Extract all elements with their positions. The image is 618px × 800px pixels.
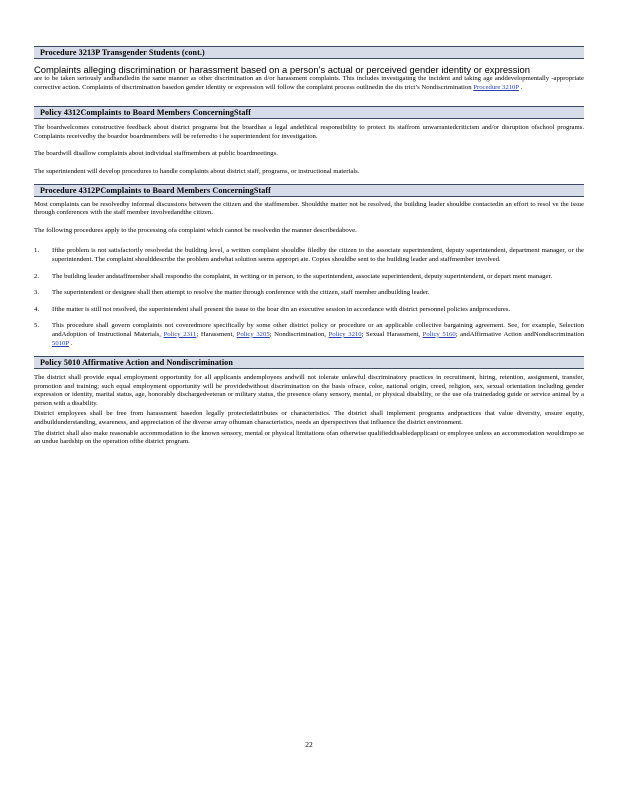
section-header: Procedure 3213P Transgender Students (cont.) xyxy=(34,46,584,59)
list-item: 3. The superintendent or designee shall then attempt to resolve the matter through conference with the citizen, staff member andbuilding leader. xyxy=(34,289,430,297)
list-item: 1. Ifthe problem is not satisfactorily resolvedat the building level, a written complaint shouldbe filedby the citizen to the associate superintendent, deputy superintendent, department manager, or the superintendent. The complaint shoulddescribe the problem andwhat solution seems appropri ate. Copies shouldbe sent to the building leader and staffmember involved. xyxy=(34,247,584,263)
section-header: Policy 5010 Affirmative Action and Nondiscrimination xyxy=(34,356,584,369)
paragraph: The boardwelcomes constructive feedback about district programs but the boardhas a legal andethical responsibility to protect its staffrom unwarrantedcriticism and/or disruption ofschool programs. Complaints receivedby the boardor boardmembers will be referredto t he superintendent for investigation. xyxy=(34,124,584,140)
policy-3210-link[interactable]: Policy 3210 xyxy=(328,330,362,338)
paragraph: The following procedures apply to the processing ofa complaint which cannot be resolvedin the manner describedabove. xyxy=(34,226,357,234)
policy-2311-link[interactable]: Policy 2311 xyxy=(163,330,197,338)
section-header: Procedure 4312PComplaints to Board Members ConcerningStaff xyxy=(34,184,584,197)
list-item: 4. Ifthe matter is still not resolved, the superintendent shall present the issue to the boar din an executive session in accordance with district personnel policies andprocedures. xyxy=(34,305,511,313)
paragraph: The boardwill disallow complaints about individual staffmembers at public boardmeetings. xyxy=(34,150,278,158)
section-procedure-4312p xyxy=(34,184,584,349)
paragraph: are to be taken seriously andhandledin the same manner as other discrimination an d/or harassment complaints. This includes investigating the incident and taking age anddevelopmentally -appropriate corrective action. Complaints of discrimination basedon gender identity or expression will follow the complaint process outlinedin the dis trict’s Nondiscrimination Procedure 3210P . xyxy=(34,75,584,91)
section-policy-5010 xyxy=(34,356,584,447)
procedure-5010p-link[interactable]: 5010P xyxy=(52,339,69,347)
paragraph: The superintendent will develop procedures to handle complaints about district staff, programs, or instructional materials. xyxy=(34,167,360,175)
section-policy-4312 xyxy=(34,106,584,176)
paragraph: Most complaints can be resolvedby informal discussions between the citizen and the staffmember. Shouldthe matter not be resolved, the building leader shouldbe contactedin an effort to resol ve the issue through conferences with the staff member involvedandthe citizen. xyxy=(34,200,584,217)
section-procedure-3213p xyxy=(34,46,584,92)
policy-5160-link[interactable]: Policy 5160 xyxy=(422,330,456,338)
section-header: Policy 4312Complaints to Board Members ConcerningStaff xyxy=(34,106,584,119)
page-number: 22 xyxy=(305,740,313,749)
list-item: 2. The building leader andstaffmember shall respondto the complaint, in writing or in person, to the superintendent, associate superintendent, deputy superintendent, or depart ment manager. xyxy=(34,272,553,280)
paragraph: The district shall provide equal employment opportunity for all applicants andemployees andwill not tolerate unlawful discriminatory practices in recruitment, hiring, retention, assignment, transfer, promotion and training; such equal employment opportunity will be providedwithout discrimination on the basis ofrace, color, national origin, creed, religion, sex, sexual orientation including gender expression or identity, marital status, age, honorably dischargedveteran or military status, the presence ofany sensory, mental, or physical disability, or the use ofa trainedadog guide or service animal by a person with a disability. xyxy=(34,374,584,407)
lead-sentence: Complaints alleging discrimination or harassment based on a person’s actual or perceived gender identity or expression xyxy=(34,64,530,75)
paragraph: District employees shall be free from harassment basedon legally protectedattributes or characteristics. The district shall implement programs andpractices that value diversity, ensure equity, andbuildunderstanding, awareness, and appreciation of the diverse array ofhuman characteristics, needs an dperspectives that influence the district environment. xyxy=(34,410,584,427)
policy-3205-link[interactable]: Policy 3205 xyxy=(236,330,270,338)
paragraph: The district shall also make reasonable accommodation to the known sensory, mental or physical limitations ofan otherwise qualifieddisabledapplicant or employee unless an accommodation wouldimpo se an undue hardship on the operation ofthe district program. xyxy=(34,429,584,446)
procedure-3210p-link[interactable]: Procedure 3210P xyxy=(473,83,519,91)
list-item: 5. This procedure shall govern complaints not coveredmore specifically by some other district policy or procedure or an applicable collective bargaining agreement. See, for example, Selection andAdoption of Instructional Materials, Policy 2311; Harassment, Policy 3205; Nondiscrimination, Policy 3210; Sexual Harassment, Policy 5160; andAffirmative Action andNondiscrimination 5010P . xyxy=(34,322,585,347)
